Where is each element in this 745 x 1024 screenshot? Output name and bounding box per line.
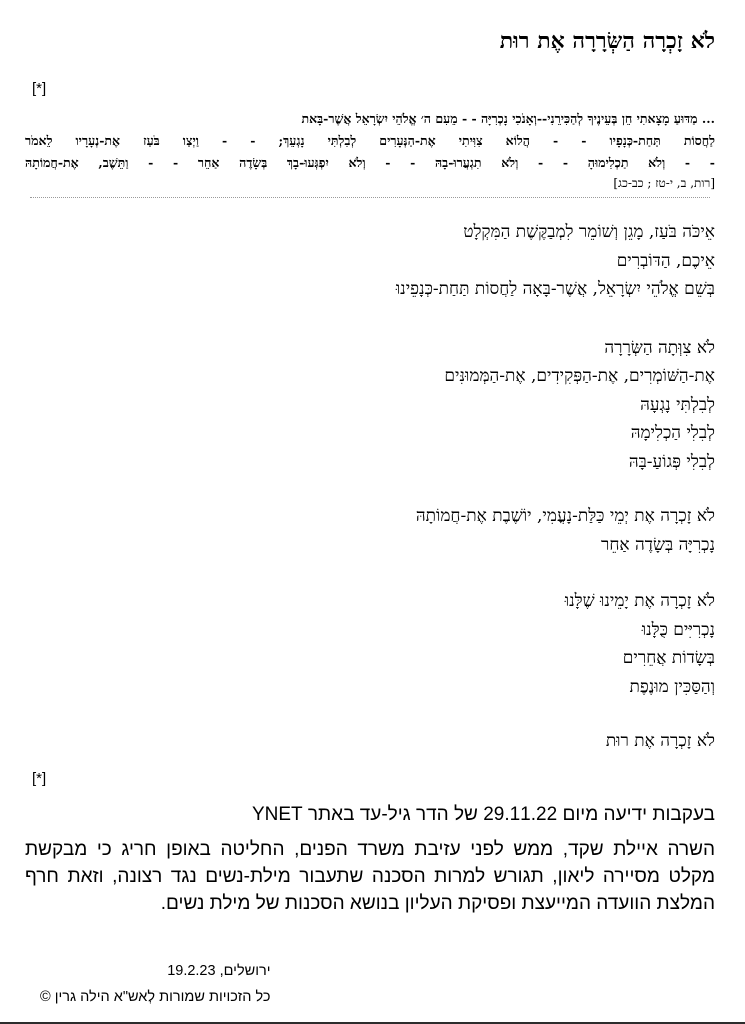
poem-line: בְּשֵׁם אֱלֹהֵי יִשְׂרָאֵל, אֲשֶׁר-בָּאָה לַחֲסוֹת תַּחַת-כְּנָפֵינוּ — [395, 279, 715, 299]
footnote-marker-top[interactable]: [*] — [32, 80, 47, 97]
footnote — [25, 800, 715, 917]
poem-title: לֹא זָכְרָה הַשְּׂרָרָה אֶת רוּת — [499, 28, 715, 54]
footnote-source-line: בעקבות ידיעה מיום 29.11.22 של הדר גיל-עד באתר YNET — [251, 804, 715, 825]
epigraph-line: לַחֲסוֹת תַּחַת-כְּנָפָיו - - הֲלוֹא צִוִּיתִי אֶת-הַנְּעָרִים לְבִלְתִּי נָגְעֵךְ; - - וַיְצַו בֹּעַז אֶת-נְעָרָיו לֵאמֹר — [25, 133, 715, 148]
poem-line: נָכְרִיִּים כֻּלָּנוּ — [641, 619, 715, 640]
footnote-body: השרה איילת שקד, ממש לפני עזיבת משרד הפנים, החליטה באופן חריג כי מבקשת מקלט מסיירה ליאון, תגורש למרות הסכנה שתעבור מילת-נשים נגד רצונה, וזאת חרף המלצת הוועדה המייעצת ופסיקת העליון בנושא הסכנות של מילת נשים. — [25, 839, 715, 914]
poem-body — [25, 218, 715, 782]
stanza — [25, 218, 715, 304]
poem-line: אֵיכֶם, הַדּוֹבְרִים — [616, 250, 715, 271]
poem-line: לֹא זָכְרָה אֶת רוּת — [605, 731, 715, 751]
poem-line: נָכְרִיָּה בְּשָׂדֶה אַחֵר — [600, 534, 715, 555]
poem-line: לְבִלִי פְּגוֹעַ-בָּהּ — [628, 451, 715, 472]
poem-line: וְהַסַּכִּין מוּנֶפֶת — [629, 676, 715, 697]
epigraph-line: - - וְלֹא תַכְלִימוּהָ - - וְלֹא תִגְעֲרוּ-בָהּ - - וְלֹא יִפְגְּעוּ-בָךְ בְּשָׂדֶה אַחֵר - - וַתֵּשֶׁב, אֶת-חֲמוֹתָהּ — [25, 155, 715, 170]
epigraph-source: [רות, ב, י-טז ; כב-כג] — [613, 176, 715, 190]
poem-line: בְּשָׂדוֹת אֲחֵרִים — [622, 648, 715, 668]
epigraph-line: ... מַדּוּעַ מָצָאתִי חֵן בְּעֵינֶיךָ לְהַכִּירֵנִי--וְאָנֹכִי נָכְרִיָּה - - מֵעִם ה׳ אֱלֹהֵי יִשְׂרָאֵל אֲשֶׁר-בָּאת — [301, 111, 715, 126]
place-and-date: ירושלים, 19.2.23 — [167, 963, 271, 979]
poem-line: אֵיכֹּה בֹּעַז, מָגֵן וְשׁוֹמֵר לִמְבַקֶּשֶׁת הַמִּקְלָט — [463, 222, 715, 242]
copyright-notice: כל הזכויות שמורות לְאש"א הילה גרין © — [40, 989, 271, 1005]
divider — [30, 197, 710, 198]
stanza — [25, 334, 715, 477]
poem-line: לְבִלִי הַכְלִימָהּ — [630, 423, 715, 443]
poem-line: לֹא צִוְּתָה הַשְּׂרָרָה — [604, 337, 715, 358]
poem-line: לֹא זָכְרָה אֶת יְמֵי כַּלַּת-נָעֳמִי, יוֹשֶׁבֶת אֶת-חֲמוֹתָהּ — [415, 506, 715, 526]
signature — [40, 958, 271, 1010]
poem-line: לְבִלְתִּי נָגְעָהּ — [640, 394, 715, 415]
stanza — [25, 727, 715, 756]
stanza — [25, 587, 715, 701]
poem-line: אֶת-הַשּׁוֹמְרִים, אֶת-הַפְּקִידִים, אֶת-הַמְּמוּנִּים — [444, 366, 715, 386]
footnote-marker-bottom: [*] — [32, 770, 47, 787]
stanza — [25, 502, 715, 559]
poem-line: לֹא זָכְרָה אֶת יָמֵינוּ שֶׁלָּנוּ — [564, 591, 715, 611]
epigraph — [25, 108, 715, 192]
